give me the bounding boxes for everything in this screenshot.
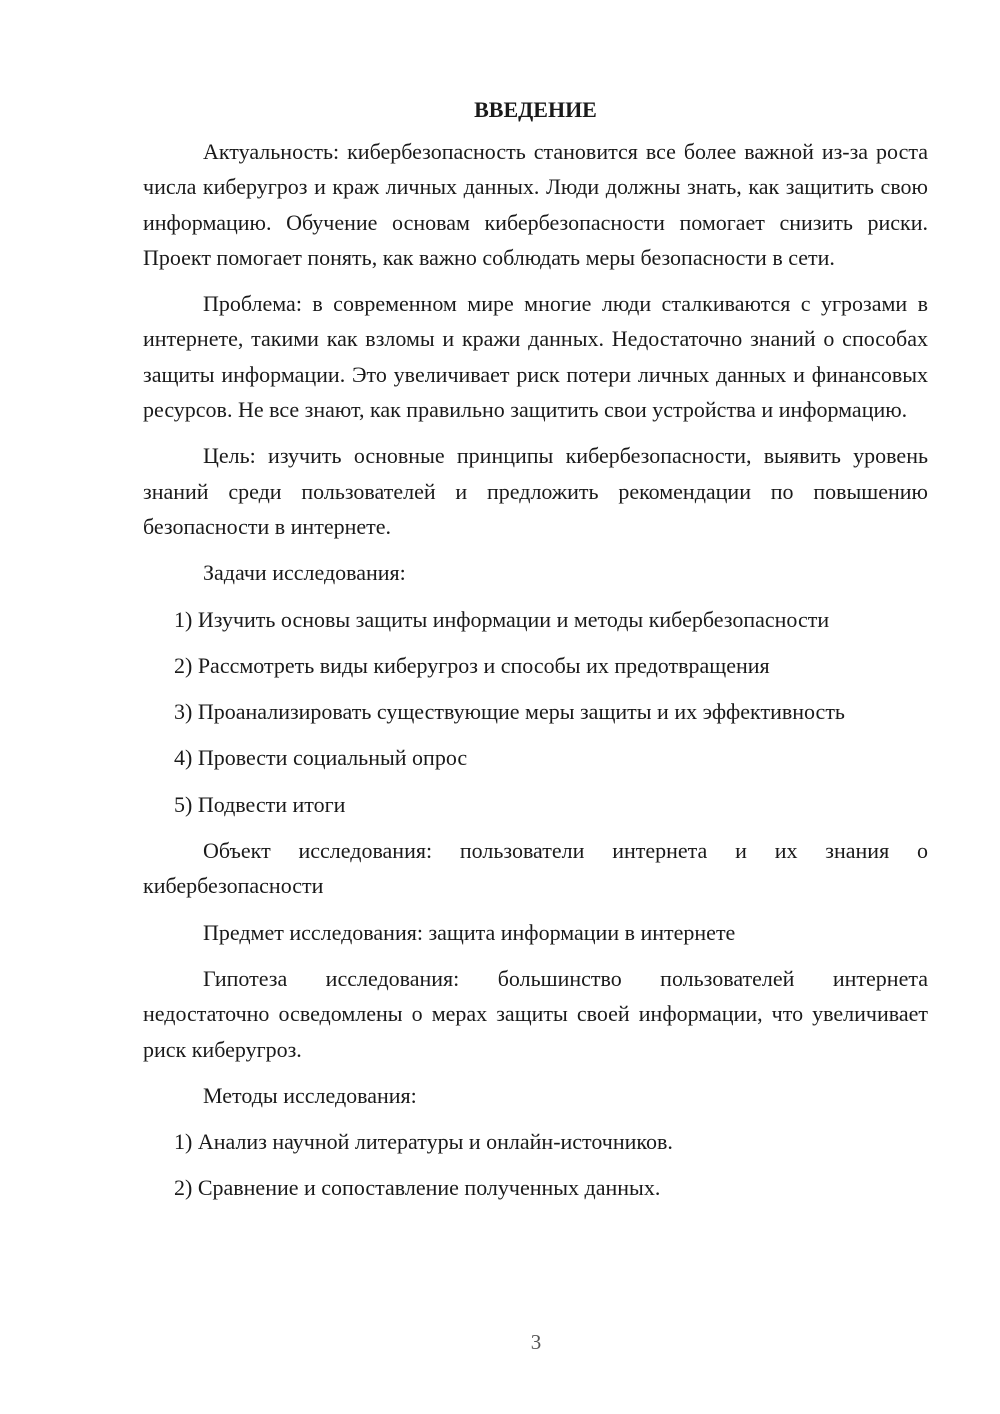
object-paragraph: Объект исследования: пользователи интернета и их знания о кибербезопасности bbox=[143, 838, 928, 899]
goal-paragraph: Цель: изучить основные принципы кибербезопасности, выявить уровень знаний среди пользователей и предложить рекомендации по повышению безопасности в интернете. bbox=[143, 443, 928, 539]
task-item: 2) Рассмотреть виды киберугроз и способы их предотвращения bbox=[174, 652, 770, 678]
relevance-paragraph: Актуальность: кибербезопасность становится все более важной из-за роста числа киберугроз и краж личных данных. Люди должны знать, как защитить свою информацию. Обучение основам кибербезопасности помогает снизить риски. Проект помогает понять, как важно соблюдать меры безопасности в сети. bbox=[143, 139, 928, 270]
task-item: 1) Изучить основы защиты информации и методы кибербезопасности bbox=[174, 606, 830, 632]
subject-paragraph: Предмет исследования: защита информации в интернете bbox=[203, 919, 736, 945]
methods-heading: Методы исследования: bbox=[203, 1082, 417, 1108]
document-page bbox=[143, 88, 928, 1217]
hypothesis-paragraph: Гипотеза исследования: большинство пользователей интернета недостаточно осведомлены о мерах защиты своей информации, что увеличивает риск киберугроз. bbox=[143, 965, 928, 1062]
task-item: 4) Провести социальный опрос bbox=[174, 745, 468, 771]
task-item: 5) Подвести итоги bbox=[174, 791, 346, 817]
task-item: 3) Проанализировать существующие меры защиты и их эффективность bbox=[174, 699, 845, 725]
method-item: 1) Анализ научной литературы и онлайн-источников. bbox=[174, 1129, 673, 1155]
tasks-heading: Задачи исследования: bbox=[203, 560, 406, 586]
method-item: 2) Сравнение и сопоставление полученных данных. bbox=[174, 1175, 661, 1201]
page-number: 3 bbox=[530, 1330, 542, 1354]
problem-paragraph: Проблема: в современном мире многие люди сталкиваются с угрозами в интернете, такими как взломы и кражи данных. Недостаточно знаний о способах защиты информации. Это увеличивает риск потери личных данных и финансовых ресурсов. Не все знают, как правильно защитить свои устройства и информацию. bbox=[143, 291, 928, 423]
page-title: ВВЕДЕНИЕ bbox=[474, 97, 597, 122]
